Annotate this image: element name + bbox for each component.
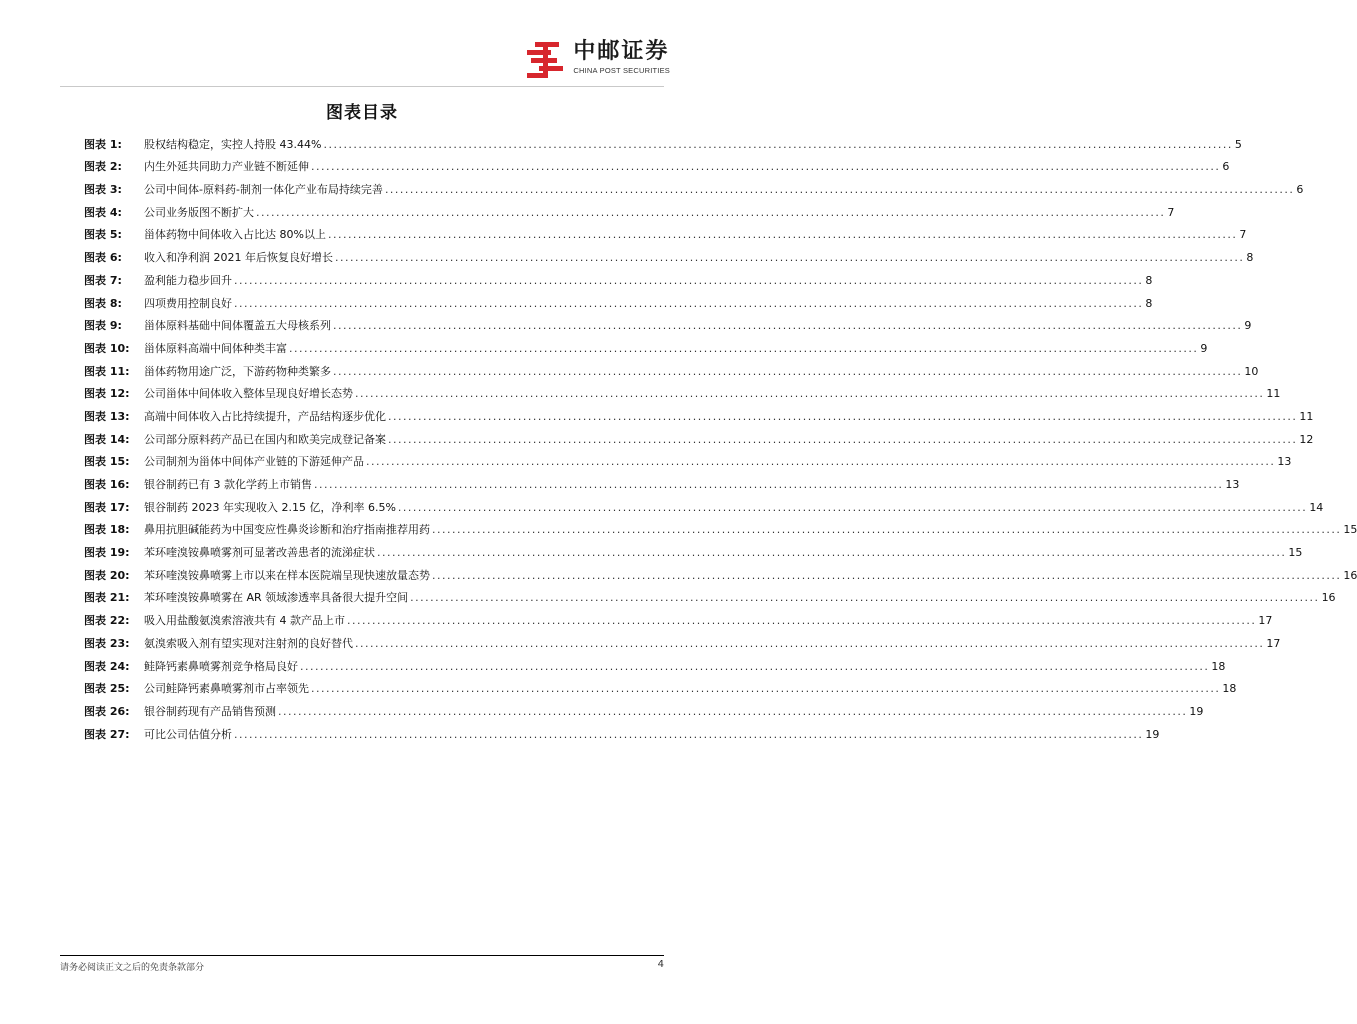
toc-entry-title: 甾体原料基础中间体覆盖五大母核系列: [144, 319, 331, 333]
toc-entry[interactable]: [84, 492, 1324, 515]
page-number: 4: [657, 959, 664, 970]
toc-entry-leader: [355, 387, 1264, 401]
toc-entry[interactable]: [84, 628, 1281, 651]
toc-entry-leader: [388, 410, 1297, 424]
toc-entry[interactable]: [84, 469, 1240, 492]
toc-entry-page: 16: [1343, 568, 1357, 582]
toc-entry-page: 15: [1343, 523, 1357, 537]
toc-entry-label: 图表 9:: [84, 319, 122, 333]
toc-entry[interactable]: [84, 605, 1273, 628]
toc-entry-title: 甾体药物用途广泛，下游药物种类繁多: [144, 364, 331, 378]
toc-entry-label: 图表 2:: [84, 160, 122, 174]
toc-entry-leader: [300, 660, 1209, 674]
toc-entry-leader: [333, 319, 1242, 333]
toc-entry-page: 7: [1239, 228, 1247, 242]
toc-entry-label: 图表 10:: [84, 341, 130, 355]
toc-entry-page: 13: [1277, 455, 1292, 469]
toc-entry-label: 图表 7:: [84, 273, 122, 287]
toc-entry[interactable]: [84, 379, 1281, 402]
toc-entry-title: 银谷制药现有产品销售预测: [144, 704, 276, 718]
toc-entry-label: 图表 15:: [84, 455, 130, 469]
toc-entry-title: 银谷制药 2023 年实现收入 2.15 亿，净利率 6.5%: [144, 500, 396, 514]
toc-entry-title: 甾体原料高端中间体种类丰富: [144, 341, 287, 355]
toc-entry-leader: [323, 138, 1232, 152]
company-logo: [525, 40, 670, 80]
toc-entry-page: 17: [1266, 636, 1281, 650]
toc-entry-page: 14: [1309, 500, 1324, 514]
toc-entry-leader: [385, 183, 1294, 197]
toc-entry[interactable]: [84, 288, 1153, 311]
header-divider: [60, 86, 664, 87]
toc-entry-label: 图表 24:: [84, 659, 130, 673]
toc-entry-label: 图表 1:: [84, 137, 122, 151]
toc-entry-page: 18: [1211, 659, 1226, 673]
toc-entry-page: 8: [1246, 251, 1254, 265]
toc-entry-page: 6: [1296, 183, 1304, 197]
toc-entry[interactable]: [84, 129, 1242, 152]
toc-entry-leader: [410, 591, 1319, 605]
toc-entry[interactable]: [84, 333, 1208, 356]
toc-entry-label: 图表 17:: [84, 500, 130, 514]
toc-entry-page: 19: [1189, 704, 1204, 718]
toc-entry-title: 四项费用控制良好: [144, 296, 232, 310]
toc-entry-label: 图表 5:: [84, 228, 122, 242]
toc-entry[interactable]: [84, 174, 1304, 197]
toc-entry[interactable]: [84, 560, 1357, 583]
toc-entry-label: 图表 20:: [84, 568, 130, 582]
logo-chinese-name: 中邮证券: [573, 39, 670, 64]
toc-entry-title: 公司鲑降钙素鼻喷雾剂市占率领先: [144, 682, 309, 696]
toc-entry-title: 鼻用抗胆碱能药为中国变应性鼻炎诊断和治疗指南推荐用药: [144, 523, 430, 537]
toc-entry[interactable]: [84, 220, 1247, 243]
page-header: [0, 0, 724, 92]
toc-entry-label: 图表 4:: [84, 205, 122, 219]
toc-entry-page: 8: [1145, 296, 1153, 310]
toc-entry[interactable]: [84, 696, 1204, 719]
toc-entry-title: 吸入用盐酸氨溴索溶液共有 4 款产品上市: [144, 614, 345, 628]
toc-entry-page: 16: [1321, 591, 1336, 605]
toc-entry[interactable]: [84, 583, 1336, 606]
toc-entry[interactable]: [84, 265, 1153, 288]
toc-entry-label: 图表 27:: [84, 727, 130, 741]
toc-entry-leader: [311, 682, 1220, 696]
toc-entry-leader: [314, 478, 1223, 492]
toc-entry-title: 苯环喹溴铵鼻喷雾上市以来在样本医院端呈现快速放量态势: [144, 568, 430, 582]
toc-entry-title: 甾体药物中间体收入占比达 80%以上: [144, 228, 326, 242]
toc-entry-leader: [388, 433, 1297, 447]
footer-disclaimer: 请务必阅读正文之后的免责条款部分: [60, 963, 205, 973]
toc-entry-leader: [432, 523, 1341, 537]
toc-entry-leader: [366, 455, 1275, 469]
toc-entry-page: 9: [1244, 319, 1252, 333]
toc-entry-title: 高端中间体收入占比持续提升，产品结构逐步优化: [144, 409, 386, 423]
toc-entry-title: 公司甾体中间体收入整体呈现良好增长态势: [144, 387, 353, 401]
toc-entry-label: 图表 16:: [84, 478, 130, 491]
toc-entry-leader: [333, 365, 1242, 379]
toc-entry[interactable]: [84, 401, 1314, 424]
toc-entry[interactable]: [84, 152, 1230, 175]
toc-entry-leader: [289, 342, 1198, 356]
toc-entry-page: 15: [1288, 546, 1303, 560]
toc-entry-page: 12: [1299, 432, 1314, 446]
toc-entry-page: 5: [1234, 137, 1242, 151]
toc-entry-label: 图表 18:: [84, 523, 130, 537]
toc-entry-leader: [234, 297, 1143, 311]
toc-entry[interactable]: [84, 537, 1303, 560]
toc-entry-label: 图表 19:: [84, 546, 130, 560]
toc-entry-page: 13: [1225, 478, 1240, 491]
toc-entry-page: 10: [1244, 364, 1259, 378]
toc-entry-page: 11: [1299, 409, 1314, 423]
toc-entry-title: 鲑降钙素鼻喷雾剂竞争格局良好: [144, 659, 298, 673]
toc-entry-label: 图表 8:: [84, 296, 122, 310]
toc-entry[interactable]: [84, 719, 1160, 742]
toc-entry-leader: [355, 637, 1264, 651]
toc-entry-leader: [347, 614, 1256, 628]
toc-entry-title: 公司制剂为甾体中间体产业链的下游延伸产品: [144, 455, 364, 469]
toc-entry-label: 图表 21:: [84, 591, 130, 605]
toc-entry-leader: [377, 546, 1286, 560]
toc-entry[interactable]: [84, 311, 1252, 334]
toc-entry-page: 6: [1222, 160, 1230, 174]
toc-entry-label: 图表 26:: [84, 704, 130, 718]
toc-entry-title: 苯环喹溴铵鼻喷雾在 AR 领域渗透率具备很大提升空间: [144, 591, 409, 605]
toc-entry-page: 11: [1266, 387, 1281, 401]
figure-table-of-contents: [84, 129, 1357, 742]
toc-entry-title: 盈利能力稳步回升: [144, 273, 232, 287]
toc-entry-title: 股权结构稳定，实控人持股 43.44%: [144, 137, 322, 151]
toc-entry[interactable]: [84, 242, 1254, 265]
toc-entry-leader: [256, 206, 1165, 220]
toc-entry-leader: [234, 274, 1143, 288]
toc-title: 图表目录: [326, 103, 398, 123]
toc-entry-label: 图表 13:: [84, 409, 130, 423]
toc-entry-title: 氨溴索吸入剂有望实现对注射剂的良好替代: [144, 636, 353, 650]
toc-entry[interactable]: [84, 674, 1237, 697]
toc-entry-label: 图表 6:: [84, 251, 122, 265]
footer-divider: [60, 955, 664, 956]
toc-entry-leader: [234, 728, 1143, 742]
toc-entry-title: 内生外延共同助力产业链不断延伸: [144, 160, 309, 174]
toc-entry[interactable]: [84, 651, 1226, 674]
toc-entry[interactable]: [84, 424, 1314, 447]
toc-entry-page: 18: [1222, 682, 1237, 696]
toc-entry[interactable]: [84, 197, 1175, 220]
toc-entry-title: 收入和净利润 2021 年后恢复良好增长: [144, 251, 333, 265]
toc-entry-page: 9: [1200, 341, 1208, 355]
toc-entry-page: 19: [1145, 727, 1160, 741]
toc-entry-page: 7: [1167, 205, 1175, 219]
toc-entry-title: 苯环喹溴铵鼻喷雾剂可显著改善患者的流涕症状: [144, 546, 375, 560]
toc-entry-leader: [335, 251, 1244, 265]
toc-entry[interactable]: [84, 356, 1259, 379]
toc-entry-leader: [398, 501, 1307, 515]
toc-entry-leader: [311, 160, 1220, 174]
toc-entry-label: 图表 12:: [84, 387, 130, 401]
toc-entry-leader: [432, 569, 1341, 583]
china-post-logo-icon: [525, 40, 567, 80]
toc-entry-leader: [278, 705, 1187, 719]
toc-entry[interactable]: [84, 515, 1357, 538]
toc-entry-label: 图表 25:: [84, 682, 130, 696]
toc-entry-label: 图表 3:: [84, 183, 122, 197]
logo-english-name: CHINA POST SECURITIES: [573, 66, 670, 75]
toc-entry-title: 银谷制药已有 3 款化学药上市销售: [144, 478, 312, 491]
toc-entry-title: 公司中间体-原料药-制剂一体化产业布局持续完善: [144, 183, 383, 197]
toc-entry-label: 图表 22:: [84, 614, 130, 628]
toc-entry-page: 8: [1145, 273, 1153, 287]
toc-entry-title: 公司业务版图不断扩大: [144, 205, 254, 219]
toc-entry-label: 图表 23:: [84, 636, 130, 650]
toc-entry-label: 图表 11:: [84, 364, 130, 378]
toc-entry-title: 公司部分原料药产品已在国内和欧美完成登记备案: [144, 432, 386, 446]
toc-entry-label: 图表 14:: [84, 432, 130, 446]
toc-entry-leader: [328, 228, 1237, 242]
toc-entry-title: 可比公司估值分析: [144, 727, 232, 741]
toc-entry-page: 17: [1258, 614, 1273, 628]
toc-entry[interactable]: [84, 447, 1292, 470]
